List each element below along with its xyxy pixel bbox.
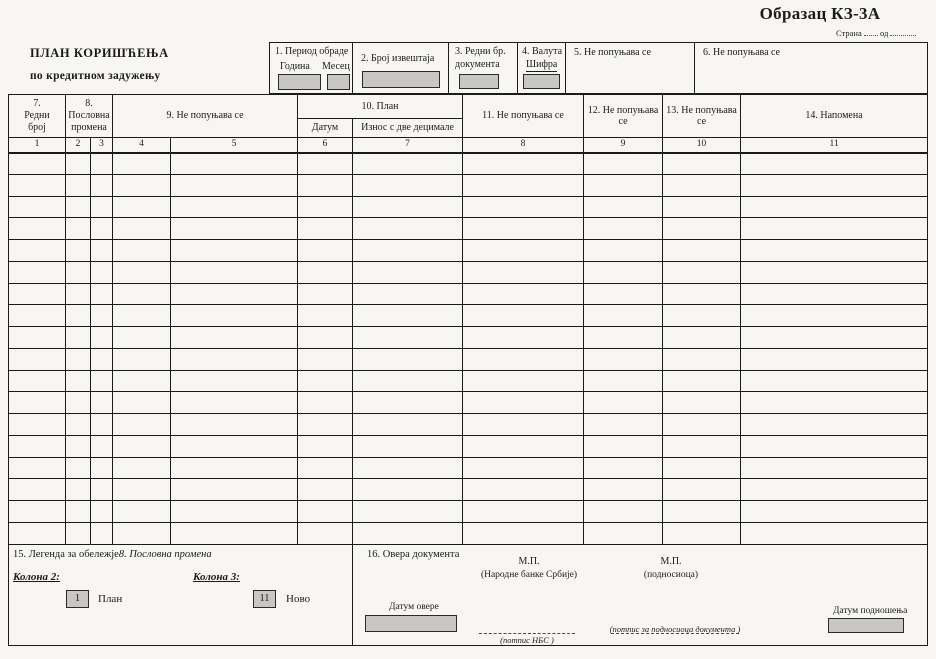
verification-label: 16. Овера документа (367, 549, 460, 560)
empty-cell (463, 523, 584, 545)
page-number-blank (864, 26, 878, 36)
submitter-signature-label: (потпис за подносиоца документа ) (609, 624, 741, 634)
empty-cell (9, 327, 66, 349)
empty-cell (298, 283, 353, 305)
empty-cell (9, 392, 66, 414)
empty-cell (171, 392, 298, 414)
empty-cell (66, 523, 91, 545)
empty-cell (113, 240, 171, 262)
empty-cell (298, 479, 353, 501)
empty-cell (741, 392, 928, 414)
empty-cell (584, 348, 663, 370)
empty-cell (584, 370, 663, 392)
empty-cell (741, 435, 928, 457)
empty-cell (9, 457, 66, 479)
empty-cell (66, 174, 91, 196)
empty-cell (298, 348, 353, 370)
empty-cell (741, 218, 928, 240)
table-row (9, 305, 928, 327)
empty-cell (353, 196, 463, 218)
empty-cell (663, 348, 741, 370)
table-row (9, 435, 928, 457)
empty-cell (353, 479, 463, 501)
empty-cell (298, 523, 353, 545)
empty-cell (663, 218, 741, 240)
empty-cell (353, 457, 463, 479)
empty-cell (584, 457, 663, 479)
document-title (30, 46, 169, 82)
empty-cell (113, 370, 171, 392)
empty-cell (584, 261, 663, 283)
empty-cell (91, 261, 113, 283)
empty-cell (91, 501, 113, 523)
empty-cell (584, 392, 663, 414)
title-line-2: по кредитном задужењу (30, 70, 161, 82)
legend-section (9, 545, 353, 645)
empty-cell (584, 414, 663, 436)
empty-cell (663, 370, 741, 392)
header-plan-amount: Износ с две децимале (353, 119, 463, 138)
empty-cell (584, 174, 663, 196)
legend-title (13, 549, 212, 560)
empty-cell (171, 414, 298, 436)
empty-cell (353, 501, 463, 523)
column-number: 3 (91, 138, 113, 153)
title-line-1: ПЛАН КОРИШЋЕЊА (30, 46, 169, 60)
empty-cell (66, 153, 91, 175)
empty-cell (741, 479, 928, 501)
empty-cell (91, 523, 113, 545)
empty-cell (741, 196, 928, 218)
empty-cell (171, 457, 298, 479)
table-row (9, 174, 928, 196)
year-field[interactable] (278, 74, 321, 90)
empty-cell (463, 261, 584, 283)
document-number-field[interactable] (459, 74, 499, 89)
empty-cell (353, 327, 463, 349)
table-row (9, 479, 928, 501)
empty-cell (113, 196, 171, 218)
empty-cell (584, 153, 663, 175)
column-number: 8 (463, 138, 584, 153)
empty-cell (113, 392, 171, 414)
header-not-filled-13: 13. Не попуњава се (663, 95, 741, 138)
document-number-label-1: 3. Редни бр. (455, 46, 506, 57)
table-row (9, 414, 928, 436)
empty-cell (113, 501, 171, 523)
empty-cell (298, 392, 353, 414)
empty-cell (113, 174, 171, 196)
empty-cell (171, 218, 298, 240)
empty-cell (741, 327, 928, 349)
empty-cell (463, 218, 584, 240)
header-ordinal-number: 7. Редни број (9, 95, 66, 138)
table-row (9, 370, 928, 392)
month-label: Месец (322, 61, 350, 72)
empty-cell (171, 240, 298, 262)
header-note: 14. Напомена (741, 95, 928, 138)
header-not-filled-11: 11. Не попуњава се (463, 95, 584, 138)
empty-cell (353, 523, 463, 545)
empty-cell (663, 392, 741, 414)
empty-cell (113, 435, 171, 457)
empty-cell (91, 283, 113, 305)
empty-cell (741, 261, 928, 283)
column-number: 1 (9, 138, 66, 153)
empty-cell (171, 174, 298, 196)
empty-cell (91, 457, 113, 479)
empty-cell (113, 414, 171, 436)
empty-cell (663, 501, 741, 523)
empty-cell (66, 327, 91, 349)
empty-cell (9, 479, 66, 501)
empty-cell (91, 392, 113, 414)
empty-cell (663, 261, 741, 283)
empty-cell (66, 283, 91, 305)
not-filled-label-5: 5. Не попуњава се (574, 47, 652, 58)
empty-cell (741, 523, 928, 545)
empty-cell (66, 392, 91, 414)
empty-cell (113, 479, 171, 501)
empty-cell (584, 327, 663, 349)
empty-cell (463, 153, 584, 175)
header-not-filled-12: 12. Не попуњава се (584, 95, 663, 138)
empty-cell (741, 174, 928, 196)
empty-cell (298, 261, 353, 283)
empty-cell (9, 283, 66, 305)
stamp-date-label: Датум овере (389, 602, 439, 612)
empty-cell (113, 218, 171, 240)
form-code-title: Образац КЗ-3А (759, 4, 881, 23)
empty-cell (298, 196, 353, 218)
empty-cell (584, 501, 663, 523)
form-footer (8, 544, 928, 646)
empty-cell (463, 392, 584, 414)
empty-cell (66, 218, 91, 240)
empty-cell (353, 370, 463, 392)
column-number: 11 (741, 138, 928, 153)
column-number: 7 (353, 138, 463, 153)
empty-cell (584, 305, 663, 327)
empty-cell (353, 240, 463, 262)
empty-cell (9, 174, 66, 196)
legend-title-normal: 15. Легенда за обележје (13, 549, 119, 560)
submit-date-label: Датум подношења (833, 606, 908, 616)
empty-cell (463, 174, 584, 196)
report-number-label: 2. Број извештаја (361, 53, 435, 64)
empty-cell (298, 414, 353, 436)
empty-cell (91, 414, 113, 436)
empty-cell (353, 283, 463, 305)
empty-cell (663, 153, 741, 175)
empty-cell (463, 305, 584, 327)
empty-cell (463, 348, 584, 370)
empty-cell (91, 435, 113, 457)
empty-cell (741, 153, 928, 175)
empty-cell (66, 457, 91, 479)
empty-cell (113, 283, 171, 305)
empty-cell (463, 283, 584, 305)
currency-code-label: Шифра (526, 59, 558, 70)
page-of-word: од (879, 28, 889, 38)
empty-cell (353, 414, 463, 436)
empty-cell (663, 283, 741, 305)
empty-cell (463, 370, 584, 392)
nbs-signature-line (479, 633, 575, 634)
empty-cell (113, 327, 171, 349)
empty-cell (741, 457, 928, 479)
empty-cell (298, 218, 353, 240)
empty-cell (171, 283, 298, 305)
document-number-label-2: документа (455, 59, 500, 70)
empty-cell (353, 348, 463, 370)
stamp-submitter-sub: (подносиоца) (643, 569, 699, 580)
column-number: 5 (171, 138, 298, 153)
empty-cell (91, 327, 113, 349)
currency-box (518, 43, 566, 93)
table-row (9, 196, 928, 218)
empty-cell (171, 348, 298, 370)
empty-cell (9, 196, 66, 218)
empty-cell (741, 283, 928, 305)
month-field[interactable] (327, 74, 350, 90)
empty-cell (353, 435, 463, 457)
header-not-filled-9: 9. Не попуњава се (113, 95, 298, 138)
empty-cell (91, 174, 113, 196)
empty-cell (171, 501, 298, 523)
code-label-novo: Ново (286, 593, 311, 605)
empty-cell (584, 435, 663, 457)
code-box-novo: 11 (253, 590, 276, 608)
not-filled-label-6: 6. Не попуњава се (703, 47, 781, 58)
empty-cell (741, 240, 928, 262)
page-total-blank (890, 26, 916, 36)
empty-cell (91, 479, 113, 501)
empty-cell (91, 218, 113, 240)
empty-cell (9, 523, 66, 545)
empty-cell (91, 196, 113, 218)
stamp-nbs (459, 555, 599, 581)
empty-cell (66, 370, 91, 392)
stamp-submitter-mp: М.П. (660, 556, 682, 567)
empty-cell (584, 240, 663, 262)
table-row (9, 240, 928, 262)
empty-cell (9, 305, 66, 327)
stamp-submitter (601, 555, 741, 581)
empty-cell (298, 153, 353, 175)
column-number: 9 (584, 138, 663, 153)
main-table (8, 94, 928, 545)
empty-cell (584, 523, 663, 545)
header-business-change: 8. Пословна промена (66, 95, 113, 138)
empty-cell (113, 153, 171, 175)
empty-cell (663, 327, 741, 349)
kolona-3-label: Колона 3: (193, 571, 240, 583)
empty-cell (463, 327, 584, 349)
period-box (270, 43, 353, 93)
empty-cell (113, 457, 171, 479)
empty-cell (9, 414, 66, 436)
verification-section (353, 545, 927, 645)
empty-cell (741, 414, 928, 436)
column-number: 10 (663, 138, 741, 153)
form-header-strip (269, 42, 928, 94)
empty-cell (91, 370, 113, 392)
empty-cell (353, 174, 463, 196)
empty-cell (353, 392, 463, 414)
empty-cell (66, 305, 91, 327)
empty-cell (91, 240, 113, 262)
empty-cell (113, 348, 171, 370)
empty-cell (663, 305, 741, 327)
empty-cell (91, 348, 113, 370)
not-filled-box-6 (695, 43, 927, 93)
empty-cell (171, 370, 298, 392)
empty-cell (584, 479, 663, 501)
empty-cell (663, 457, 741, 479)
empty-cell (9, 153, 66, 175)
empty-cell (463, 196, 584, 218)
code-box-plan: 1 (66, 590, 89, 608)
report-number-box (353, 43, 449, 93)
table-row (9, 523, 928, 545)
empty-cell (353, 153, 463, 175)
empty-cell (663, 174, 741, 196)
code-label-plan: План (98, 593, 123, 605)
empty-cell (113, 305, 171, 327)
table-row (9, 457, 928, 479)
empty-cell (66, 414, 91, 436)
table-row (9, 392, 928, 414)
table-row (9, 501, 928, 523)
empty-cell (741, 501, 928, 523)
column-number: 6 (298, 138, 353, 153)
empty-cell (741, 348, 928, 370)
empty-cell (66, 348, 91, 370)
empty-cell (353, 218, 463, 240)
empty-cell (298, 435, 353, 457)
empty-cell (9, 240, 66, 262)
empty-cell (9, 261, 66, 283)
empty-cell (584, 283, 663, 305)
empty-cell (663, 414, 741, 436)
column-number: 4 (113, 138, 171, 153)
not-filled-box-5 (566, 43, 695, 93)
empty-cell (66, 240, 91, 262)
kolona-2-label: Колона 2: (13, 571, 60, 583)
page-word: Страна (836, 28, 862, 38)
empty-cell (663, 523, 741, 545)
table-body (9, 153, 928, 545)
empty-cell (171, 196, 298, 218)
empty-cell (663, 240, 741, 262)
table-row (9, 348, 928, 370)
column-number-row (9, 138, 928, 153)
empty-cell (353, 305, 463, 327)
empty-cell (741, 305, 928, 327)
table-row (9, 261, 928, 283)
empty-cell (298, 240, 353, 262)
table-row (9, 153, 928, 175)
empty-cell (9, 370, 66, 392)
report-number-field[interactable] (362, 71, 440, 88)
empty-cell (463, 457, 584, 479)
year-label: Година (280, 61, 310, 72)
header-plan: 10. План (298, 95, 463, 119)
empty-cell (463, 240, 584, 262)
empty-cell (66, 479, 91, 501)
legend-title-italic: 8. Пословна промена (118, 549, 212, 560)
empty-cell (584, 218, 663, 240)
empty-cell (171, 479, 298, 501)
empty-cell (9, 348, 66, 370)
submit-date-field[interactable] (828, 618, 904, 633)
table-row (9, 283, 928, 305)
empty-cell (463, 435, 584, 457)
stamp-nbs-mp: М.П. (518, 556, 540, 567)
stamp-date-field[interactable] (365, 615, 457, 632)
empty-cell (353, 261, 463, 283)
empty-cell (66, 196, 91, 218)
empty-cell (298, 370, 353, 392)
empty-cell (9, 218, 66, 240)
nbs-signature-label: (потпис НБС ) (500, 635, 554, 645)
empty-cell (91, 305, 113, 327)
table-row (9, 327, 928, 349)
empty-cell (66, 261, 91, 283)
empty-cell (171, 523, 298, 545)
empty-cell (663, 196, 741, 218)
empty-cell (171, 305, 298, 327)
empty-cell (663, 435, 741, 457)
table-row (9, 218, 928, 240)
column-number: 2 (66, 138, 91, 153)
empty-cell (171, 153, 298, 175)
empty-cell (9, 435, 66, 457)
empty-cell (584, 196, 663, 218)
empty-cell (298, 457, 353, 479)
empty-cell (171, 327, 298, 349)
empty-cell (663, 479, 741, 501)
empty-cell (463, 501, 584, 523)
empty-cell (463, 479, 584, 501)
empty-cell (113, 523, 171, 545)
empty-cell (463, 414, 584, 436)
empty-cell (298, 327, 353, 349)
empty-cell (9, 501, 66, 523)
empty-cell (91, 153, 113, 175)
empty-cell (66, 501, 91, 523)
empty-cell (66, 435, 91, 457)
currency-label: 4. Валута (522, 46, 563, 57)
empty-cell (298, 174, 353, 196)
empty-cell (741, 370, 928, 392)
document-number-box (449, 43, 518, 93)
empty-cell (298, 501, 353, 523)
header-plan-date: Датум (298, 119, 353, 138)
empty-cell (171, 261, 298, 283)
stamp-nbs-sub: (Народне банке Србије) (480, 569, 578, 580)
empty-cell (298, 305, 353, 327)
empty-cell (113, 261, 171, 283)
empty-cell (171, 435, 298, 457)
page-number-line (836, 26, 934, 38)
period-label: 1. Период обраде (275, 46, 349, 57)
currency-code-field[interactable] (523, 74, 560, 89)
